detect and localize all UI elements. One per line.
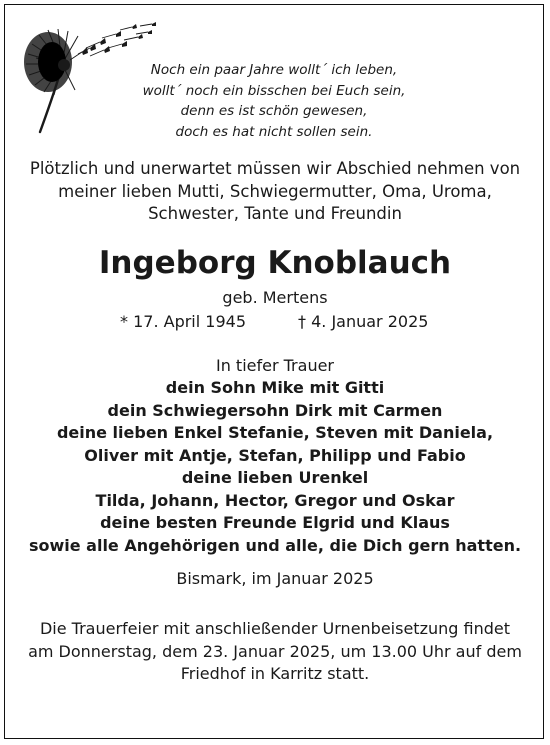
intro-text xyxy=(0,158,550,226)
death-date: † 4. Januar 2025 xyxy=(298,312,429,331)
poem-line: wollt´ noch ein bisschen bei Euch sein, xyxy=(142,82,406,99)
mourning-heading: In tiefer Trauer xyxy=(215,356,334,375)
service-line: am Donnerstag, dem 23. Januar 2025, um 13.00 Uhr auf dem xyxy=(28,641,522,661)
intro-line: meiner lieben Mutti, Schwiegermutter, Oma, Uroma, xyxy=(58,181,492,201)
poem-line: doch es hat nicht sollen sein. xyxy=(175,123,373,140)
deceased-name: Ingeborg Knoblauch xyxy=(98,245,452,281)
life-dates xyxy=(0,310,550,334)
mourner-line: Oliver mit Antje, Stefan, Philipp und Fabio xyxy=(84,445,466,465)
place-date: Bismark, im Januar 2025 xyxy=(176,569,374,588)
mourner-line: deine lieben Urenkel xyxy=(181,468,369,487)
service-line: Friedhof in Karritz statt. xyxy=(180,664,370,683)
service-line: Die Trauerfeier mit anschließender Urnenbeisetzung findet xyxy=(39,619,510,638)
mourner-line: deine besten Freunde Elgrid und Klaus xyxy=(100,513,450,532)
mourner-line: Tilda, Johann, Hector, Gregor und Oskar xyxy=(95,490,455,510)
poem-line: denn es ist schön gewesen, xyxy=(180,103,368,119)
service-notice xyxy=(0,618,550,686)
birth-date: * 17. April 1945 xyxy=(120,312,246,331)
mourners-list xyxy=(0,377,550,557)
intro-line: Plötzlich und unerwartet müssen wir Abschied nehmen von xyxy=(29,159,521,178)
mourner-line: sowie alle Angehörigen und alle, die Dich gern hatten. xyxy=(28,535,522,555)
mourner-line: deine lieben Enkel Stefanie, Steven mit Daniela, xyxy=(56,423,494,442)
intro-line: Schwester, Tante und Freundin xyxy=(148,204,402,223)
mourner-line: dein Sohn Mike mit Gitti xyxy=(165,378,385,397)
poem xyxy=(118,60,430,142)
maiden-name: geb. Mertens xyxy=(222,288,328,307)
poem-line: Noch ein paar Jahre wollt´ ich leben, xyxy=(150,62,398,78)
mourner-line: dein Schwiegersohn Dirk mit Carmen xyxy=(107,400,443,420)
